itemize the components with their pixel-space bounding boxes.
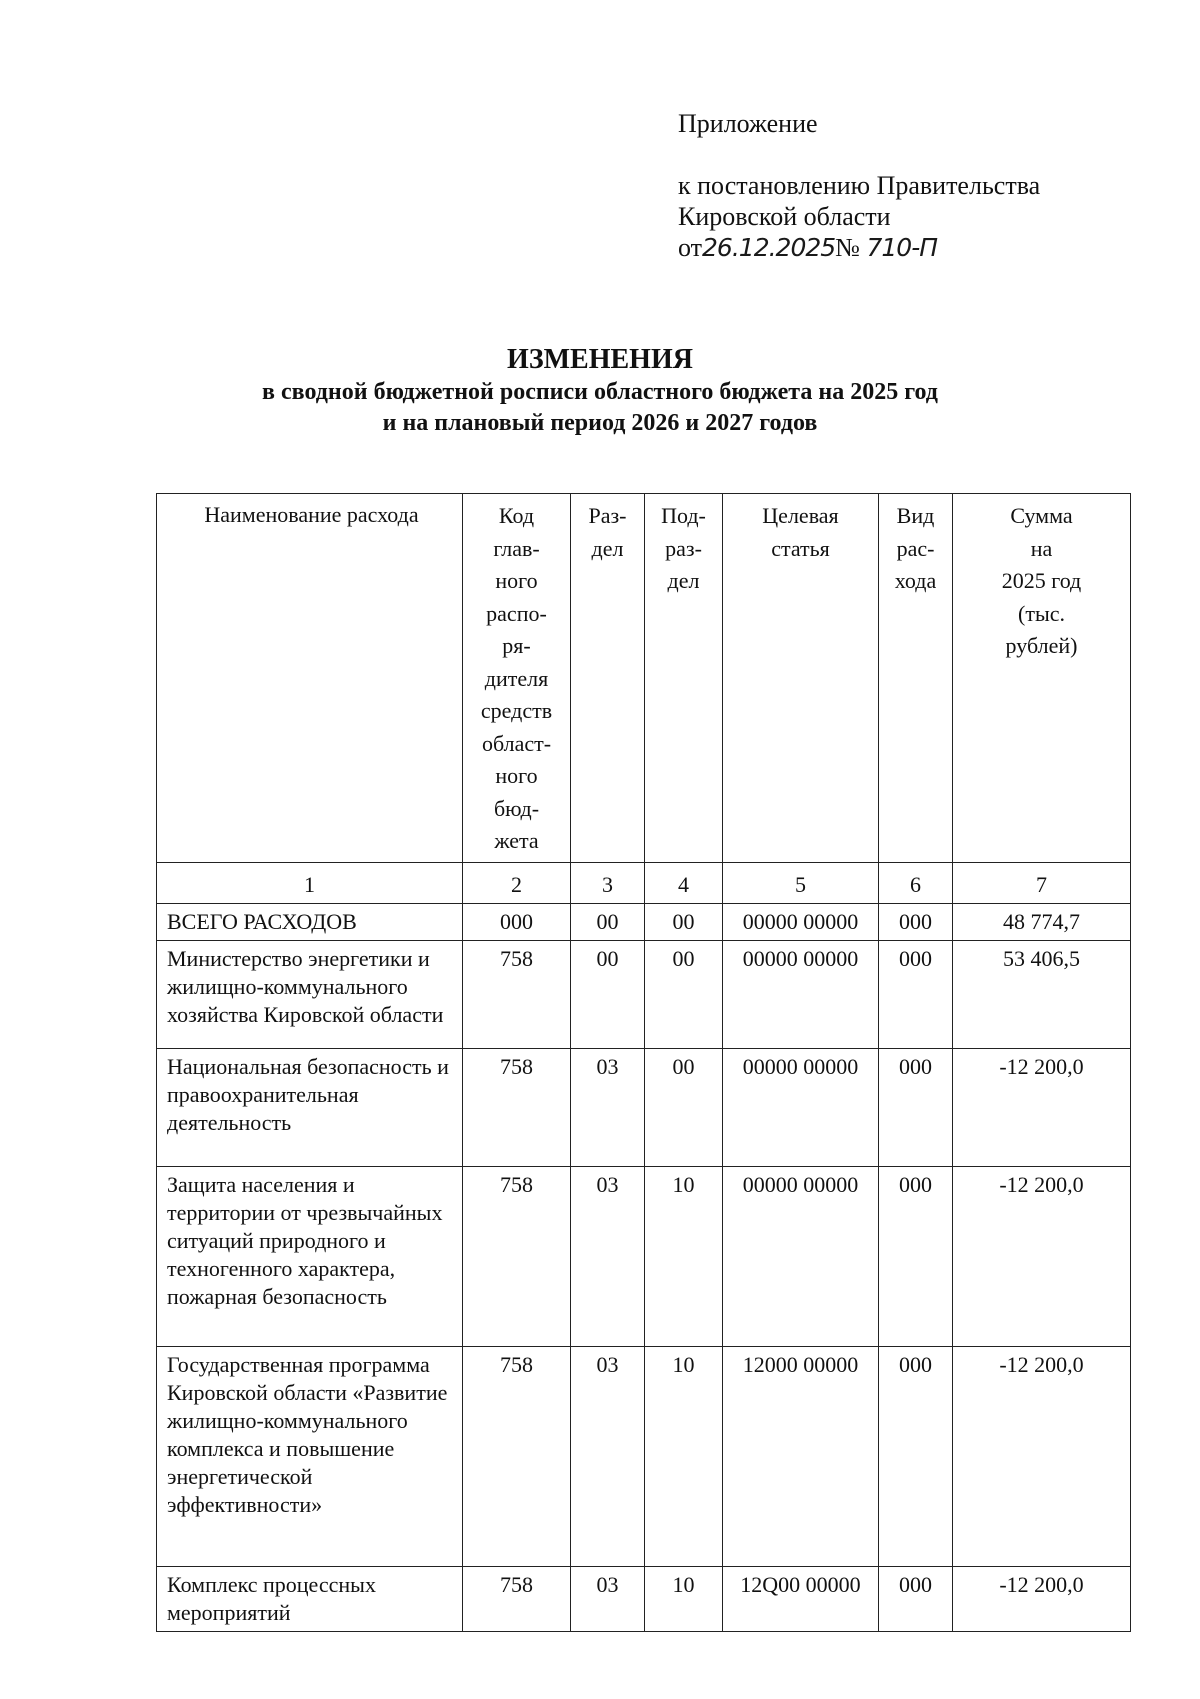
column-number: 6 <box>879 862 953 904</box>
cell-name: Министерство энергетики и жилищно-коммунального хозяйства Кировской области <box>157 941 463 1049</box>
cell-name: Национальная безопасность и правоохранительная деятельность <box>157 1049 463 1167</box>
column-header-line: област- <box>481 730 552 756</box>
column-header-line: средств <box>480 698 553 723</box>
column-header-line: ря- <box>502 633 531 658</box>
column-header-line: статья <box>771 535 830 561</box>
column-header-line: Наименование расхода <box>204 502 419 527</box>
column-header <box>157 494 463 863</box>
column-header <box>571 494 645 863</box>
cell-target: 00000 00000 <box>723 941 879 1049</box>
cell-code: 000 <box>463 904 571 941</box>
appendix-date-line <box>678 232 1040 263</box>
header-row <box>157 494 1131 863</box>
cell-amount: 53 406,5 <box>953 941 1131 1049</box>
cell-amount: -12 200,0 <box>953 1167 1131 1347</box>
document-subtitle-1: в сводной бюджетной росписи областного бюджета на 2025 год <box>262 379 938 405</box>
column-header-line: 2025 год <box>1001 568 1082 593</box>
cell-amount: -12 200,0 <box>953 1347 1131 1567</box>
column-header-line: Целевая <box>762 503 839 528</box>
table-row <box>157 1567 1131 1632</box>
table-row <box>157 1347 1131 1567</box>
column-header-line: Вид <box>896 503 935 528</box>
cell-subsection: 10 <box>645 1347 723 1567</box>
budget-table <box>156 493 1131 1632</box>
cell-name: Государственная программа Кировской области «Развитие жилищно-коммунального комплекса и повышение энергетической эффективности» <box>157 1347 463 1567</box>
cell-code: 758 <box>463 1567 571 1632</box>
cell-subsection: 10 <box>645 1567 723 1632</box>
column-header <box>879 494 953 863</box>
cell-target: 12Q00 00000 <box>723 1567 879 1632</box>
column-header <box>953 494 1131 863</box>
column-header-line: рас- <box>896 535 935 561</box>
table-row <box>157 941 1131 1049</box>
column-number: 1 <box>157 862 463 904</box>
column-header-line: Сумма <box>1010 503 1073 528</box>
column-header-line: раз- <box>665 535 702 561</box>
column-number-row <box>157 862 1131 904</box>
cell-section: 03 <box>571 1567 645 1632</box>
cell-name: Комплекс процессных мероприятий <box>157 1567 463 1632</box>
column-header-line: (тыс. <box>1018 600 1065 626</box>
column-number: 7 <box>953 862 1131 904</box>
table-row <box>157 904 1131 941</box>
date-prefix: от <box>678 233 703 262</box>
column-header-line: ного <box>495 568 538 593</box>
cell-section: 00 <box>571 941 645 1049</box>
column-header-line: дел <box>667 568 700 593</box>
cell-amount: -12 200,0 <box>953 1567 1131 1632</box>
cell-section: 03 <box>571 1049 645 1167</box>
cell-name: Защита населения и территории от чрезвычайных ситуаций природного и техногенного характера, пожарная безопасность <box>157 1167 463 1347</box>
column-header-line: ного <box>495 763 538 788</box>
column-header-line: жета <box>494 828 539 853</box>
column-header <box>645 494 723 863</box>
document-title: ИЗМЕНЕНИЯ <box>507 344 693 375</box>
table-row <box>157 1167 1131 1347</box>
handwritten-date: 26.12.2025 <box>702 233 836 262</box>
column-header-line: дителя <box>484 665 549 691</box>
cell-section: 03 <box>571 1167 645 1347</box>
cell-section: 03 <box>571 1347 645 1567</box>
appendix-line-2: Кировской области <box>678 202 891 231</box>
column-header-line: глав- <box>493 535 540 561</box>
cell-code: 758 <box>463 1167 571 1347</box>
column-header-line: бюд- <box>493 795 540 821</box>
cell-target: 00000 00000 <box>723 1167 879 1347</box>
cell-amount: 48 774,7 <box>953 904 1131 941</box>
column-header-line: дел <box>591 535 624 561</box>
document-heading <box>0 343 1200 439</box>
cell-type: 000 <box>879 1567 953 1632</box>
appendix-title: Приложение <box>678 109 818 138</box>
table-header <box>157 494 1131 904</box>
cell-name: ВСЕГО РАСХОДОВ <box>157 904 463 941</box>
column-header-line: рублей) <box>1005 633 1078 658</box>
table-row <box>157 1049 1131 1167</box>
column-header <box>463 494 571 863</box>
column-header-line: Под- <box>661 503 706 528</box>
handwritten-number: 710-П <box>866 233 938 262</box>
cell-type: 000 <box>879 904 953 941</box>
cell-subsection: 10 <box>645 1167 723 1347</box>
cell-subsection: 00 <box>645 904 723 941</box>
column-number: 2 <box>463 862 571 904</box>
cell-code: 758 <box>463 941 571 1049</box>
cell-target: 00000 00000 <box>723 1049 879 1167</box>
column-number: 3 <box>571 862 645 904</box>
column-header-line: на <box>1030 535 1053 561</box>
cell-type: 000 <box>879 1347 953 1567</box>
cell-subsection: 00 <box>645 941 723 1049</box>
appendix-block <box>678 108 1040 263</box>
document-subtitle-2: и на плановый период 2026 и 2027 годов <box>382 410 818 436</box>
cell-type: 000 <box>879 941 953 1049</box>
cell-code: 758 <box>463 1049 571 1167</box>
column-header-line: распо- <box>486 600 547 626</box>
cell-type: 000 <box>879 1167 953 1347</box>
column-number: 4 <box>645 862 723 904</box>
column-header-line: Раз- <box>588 503 627 528</box>
column-header <box>723 494 879 863</box>
column-header-line: хода <box>894 568 937 593</box>
cell-section: 00 <box>571 904 645 941</box>
appendix-line-1: к постановлению Правительства <box>678 171 1041 200</box>
cell-code: 758 <box>463 1347 571 1567</box>
cell-subsection: 00 <box>645 1049 723 1167</box>
cell-amount: -12 200,0 <box>953 1049 1131 1167</box>
column-number: 5 <box>723 862 879 904</box>
number-prefix: № <box>835 233 860 262</box>
column-header-line: Код <box>498 503 535 528</box>
cell-target: 12000 00000 <box>723 1347 879 1567</box>
cell-type: 000 <box>879 1049 953 1167</box>
table-body <box>157 904 1131 1632</box>
cell-target: 00000 00000 <box>723 904 879 941</box>
